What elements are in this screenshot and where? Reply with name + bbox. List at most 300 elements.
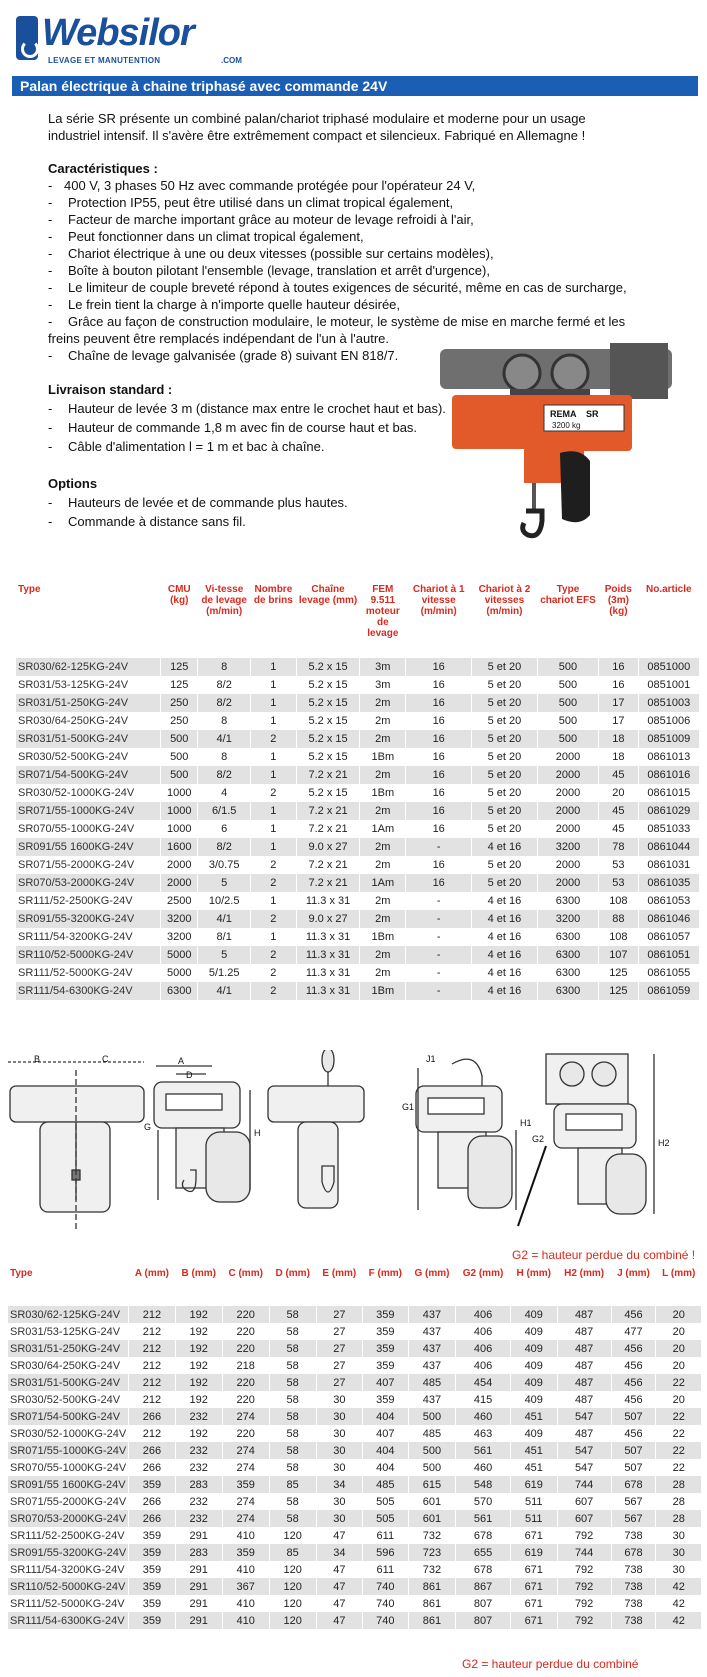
value-cell: 406 <box>456 1306 510 1323</box>
type-cell: SR111/54-3200KG-24V <box>16 928 161 946</box>
value-cell: 17 <box>599 712 638 730</box>
type-cell: SR030/62-125KG-24V <box>16 658 161 676</box>
table-row <box>8 1544 702 1561</box>
value-cell: 192 <box>175 1391 222 1408</box>
value-cell: 5 et 20 <box>472 730 538 748</box>
value-cell: 359 <box>363 1340 409 1357</box>
value-cell: 2 <box>250 964 296 982</box>
value-cell: 2000 <box>537 766 598 784</box>
value-cell: 511 <box>510 1493 557 1510</box>
col-header: Chaîne levage (mm) <box>298 584 358 606</box>
value-cell: 4/1 <box>198 982 251 1000</box>
value-cell: 6300 <box>537 982 598 1000</box>
value-cell: 359 <box>222 1476 269 1493</box>
value-cell: 409 <box>510 1323 557 1340</box>
value-cell: 30 <box>316 1391 362 1408</box>
type-cell: SR030/52-1000KG-24V <box>16 784 161 802</box>
value-cell: 437 <box>408 1340 456 1357</box>
value-cell: 218 <box>222 1357 269 1374</box>
hoist-motor-shape <box>452 395 542 449</box>
value-cell: 0861059 <box>638 982 699 1000</box>
value-cell: 1 <box>250 838 296 856</box>
value-cell: 120 <box>269 1578 316 1595</box>
value-cell: 500 <box>408 1459 456 1476</box>
side-view-2-diagram <box>268 1050 364 1208</box>
value-cell: 5/1.25 <box>198 964 251 982</box>
type-cell: SR030/52-500KG-24V <box>8 1391 129 1408</box>
value-cell: 5000 <box>161 964 198 982</box>
value-cell: 500 <box>408 1408 456 1425</box>
table-row <box>8 1612 702 1629</box>
value-cell: 30 <box>316 1425 362 1442</box>
col-header: H2 (mm) <box>564 1268 605 1279</box>
feature-item: - Grâce au façon de construction modulaire, le moteur, le système de mise en marche fermé et les <box>48 313 668 330</box>
value-cell: 4 et 16 <box>472 892 538 910</box>
trolley-wheel-shape <box>504 355 540 391</box>
value-cell: 20 <box>656 1357 702 1374</box>
g2-footnote: G2 = hauteur perdue du combiné <box>462 1657 639 1671</box>
value-cell: 47 <box>316 1527 362 1544</box>
value-cell: 30 <box>316 1493 362 1510</box>
type-cell: SR031/51-500KG-24V <box>16 730 161 748</box>
col-header: Type <box>18 584 41 595</box>
value-cell: 437 <box>408 1306 456 1323</box>
value-cell: 30 <box>316 1442 362 1459</box>
value-cell: 30 <box>656 1544 702 1561</box>
value-cell: 0861031 <box>638 856 699 874</box>
value-cell: 2000 <box>537 856 598 874</box>
table-row <box>8 1408 702 1425</box>
feature-item: - Boîte à bouton pilotant l'ensemble (levage, translation et arrêt d'urgence), <box>48 262 668 279</box>
value-cell: 456 <box>611 1425 656 1442</box>
value-cell: 47 <box>316 1578 362 1595</box>
value-cell: 0861013 <box>638 748 699 766</box>
value-cell: 220 <box>222 1425 269 1442</box>
value-cell: 28 <box>656 1476 702 1493</box>
value-cell: 0861015 <box>638 784 699 802</box>
value-cell: 409 <box>510 1357 557 1374</box>
value-cell: 619 <box>510 1476 557 1493</box>
table-row <box>8 1442 702 1459</box>
type-cell: SR030/52-500KG-24V <box>16 748 161 766</box>
table-row <box>16 928 700 946</box>
delivery-item: - Câble d'alimentation l = 1 m et bac à chaîne. <box>48 438 668 455</box>
front-view-diagram <box>144 1056 261 1202</box>
type-cell: SR111/52-5000KG-24V <box>8 1595 129 1612</box>
value-cell: 20 <box>599 784 638 802</box>
value-cell: 34 <box>316 1544 362 1561</box>
type-cell: SR070/53-2000KG-24V <box>16 874 161 892</box>
value-cell: 487 <box>557 1357 611 1374</box>
value-cell: 437 <box>408 1391 456 1408</box>
value-cell: 359 <box>363 1391 409 1408</box>
value-cell: 16 <box>406 784 472 802</box>
value-cell: 18 <box>599 748 638 766</box>
value-cell: 619 <box>510 1544 557 1561</box>
value-cell: 1000 <box>161 820 198 838</box>
table-row <box>8 1340 702 1357</box>
value-cell: 291 <box>175 1595 222 1612</box>
dim-label-h2: H2 <box>658 1138 670 1148</box>
value-cell: 220 <box>222 1306 269 1323</box>
value-cell: 6300 <box>161 982 198 1000</box>
value-cell: 0851003 <box>638 694 699 712</box>
value-cell: 485 <box>363 1476 409 1493</box>
value-cell: 732 <box>408 1527 456 1544</box>
feature-item: - Chaîne de levage galvanisée (grade 8) suivant EN 818/7. <box>48 347 668 364</box>
value-cell: 45 <box>599 820 638 838</box>
col-header: C (mm) <box>228 1268 263 1279</box>
value-cell: 220 <box>222 1374 269 1391</box>
table-row <box>16 982 700 1000</box>
value-cell: 740 <box>363 1595 409 1612</box>
value-cell: 78 <box>599 838 638 856</box>
value-cell: 192 <box>175 1306 222 1323</box>
value-cell: 7.2 x 21 <box>296 802 360 820</box>
value-cell: 460 <box>456 1408 510 1425</box>
value-cell: 671 <box>510 1527 557 1544</box>
value-cell: 456 <box>611 1357 656 1374</box>
value-cell: 807 <box>456 1612 510 1629</box>
value-cell: 792 <box>557 1578 611 1595</box>
value-cell: 8/2 <box>198 838 251 856</box>
value-cell: 500 <box>408 1442 456 1459</box>
value-cell: 456 <box>611 1340 656 1357</box>
table-row <box>16 694 700 712</box>
dim-label-h1: H1 <box>520 1118 532 1128</box>
value-cell: 58 <box>269 1306 316 1323</box>
page-title: Palan électrique à chaine triphasé avec commande 24V <box>12 76 698 96</box>
type-cell: SR091/55-3200KG-24V <box>16 910 161 928</box>
col-header: Type <box>10 1268 33 1279</box>
value-cell: 678 <box>456 1561 510 1578</box>
col-header: Nombre de brins <box>253 584 293 606</box>
value-cell: 58 <box>269 1391 316 1408</box>
value-cell: 125 <box>161 676 198 694</box>
type-cell: SR111/52-5000KG-24V <box>16 964 161 982</box>
value-cell: 108 <box>599 928 638 946</box>
options-heading: Options <box>48 476 98 491</box>
value-cell: 4 et 16 <box>472 946 538 964</box>
value-cell: 404 <box>363 1442 409 1459</box>
value-cell: 16 <box>406 730 472 748</box>
value-cell: 232 <box>175 1510 222 1527</box>
value-cell: 53 <box>599 874 638 892</box>
value-cell: 120 <box>269 1527 316 1544</box>
value-cell: 16 <box>406 820 472 838</box>
value-cell: 22 <box>656 1459 702 1476</box>
table-row <box>8 1476 702 1493</box>
value-cell: 570 <box>456 1493 510 1510</box>
value-cell: 274 <box>222 1493 269 1510</box>
value-cell: 45 <box>599 802 638 820</box>
type-cell: SR111/52-2500KG-24V <box>16 892 161 910</box>
dimensions-table <box>8 1268 702 1629</box>
value-cell: 0861053 <box>638 892 699 910</box>
value-cell: 5 et 20 <box>472 784 538 802</box>
value-cell: 212 <box>129 1357 176 1374</box>
type-cell: SR071/55-1000KG-24V <box>8 1442 129 1459</box>
value-cell: 409 <box>510 1391 557 1408</box>
value-cell: 547 <box>557 1442 611 1459</box>
value-cell: 500 <box>161 730 198 748</box>
value-cell: 2000 <box>161 856 198 874</box>
value-cell: 732 <box>408 1561 456 1578</box>
value-cell: 671 <box>510 1578 557 1595</box>
value-cell: 16 <box>406 766 472 784</box>
value-cell: 487 <box>557 1374 611 1391</box>
value-cell: 42 <box>656 1612 702 1629</box>
value-cell: 125 <box>161 658 198 676</box>
websilor-logo[interactable] <box>14 12 244 65</box>
value-cell: 567 <box>611 1510 656 1527</box>
value-cell: 58 <box>269 1493 316 1510</box>
feature-item: - Le limiteur de couple breveté répond à toutes exigences de sécurité, même en cas de surcharge, <box>48 279 668 296</box>
value-cell: - <box>406 928 472 946</box>
value-cell: 4 et 16 <box>472 982 538 1000</box>
value-cell: 6300 <box>537 892 598 910</box>
value-cell: 3200 <box>537 910 598 928</box>
type-cell: SR030/62-125KG-24V <box>8 1306 129 1323</box>
value-cell: 16 <box>599 676 638 694</box>
value-cell: 359 <box>129 1578 176 1595</box>
value-cell: 107 <box>599 946 638 964</box>
value-cell: 20 <box>656 1306 702 1323</box>
value-cell: 274 <box>222 1459 269 1476</box>
value-cell: 47 <box>316 1612 362 1629</box>
value-cell: - <box>406 838 472 856</box>
value-cell: 5 et 20 <box>472 748 538 766</box>
value-cell: 740 <box>363 1612 409 1629</box>
value-cell: 53 <box>599 856 638 874</box>
type-cell: SR071/55-2000KG-24V <box>16 856 161 874</box>
value-cell: 792 <box>557 1527 611 1544</box>
table-row <box>16 910 700 928</box>
value-cell: 359 <box>129 1544 176 1561</box>
value-cell: 27 <box>316 1357 362 1374</box>
value-cell: 671 <box>510 1561 557 1578</box>
value-cell: 511 <box>510 1510 557 1527</box>
value-cell: 1000 <box>161 784 198 802</box>
chain-bag-shape <box>560 451 590 522</box>
value-cell: 738 <box>611 1595 656 1612</box>
value-cell: 2m <box>360 910 406 928</box>
feature-item: - Le frein tient la charge à n'importe quelle hauteur désirée, <box>48 296 668 313</box>
col-header: D (mm) <box>275 1268 310 1279</box>
value-cell: 1 <box>250 928 296 946</box>
value-cell: 42 <box>656 1595 702 1612</box>
table-row <box>16 712 700 730</box>
value-cell: 22 <box>656 1374 702 1391</box>
value-cell: 359 <box>363 1357 409 1374</box>
value-cell: 9.0 x 27 <box>296 838 360 856</box>
col-header: F (mm) <box>368 1268 402 1279</box>
value-cell: 410 <box>222 1612 269 1629</box>
value-cell: 22 <box>656 1442 702 1459</box>
table-row <box>16 820 700 838</box>
value-cell: 8 <box>198 658 251 676</box>
value-cell: 220 <box>222 1340 269 1357</box>
value-cell: 671 <box>510 1595 557 1612</box>
value-cell: 500 <box>537 694 598 712</box>
value-cell: 16 <box>599 658 638 676</box>
value-cell: 738 <box>611 1527 656 1544</box>
value-cell: 410 <box>222 1527 269 1544</box>
value-cell: 6/1.5 <box>198 802 251 820</box>
value-cell: 2m <box>360 730 406 748</box>
value-cell: 1 <box>250 802 296 820</box>
value-cell: 220 <box>222 1391 269 1408</box>
value-cell: 359 <box>129 1612 176 1629</box>
value-cell: 3200 <box>161 910 198 928</box>
value-cell: 5 et 20 <box>472 676 538 694</box>
type-cell: SR091/55 1600KG-24V <box>16 838 161 856</box>
hook-shape <box>523 511 542 536</box>
value-cell: 291 <box>175 1561 222 1578</box>
value-cell: 0851000 <box>638 658 699 676</box>
value-cell: 2m <box>360 856 406 874</box>
value-cell: 5.2 x 15 <box>296 676 360 694</box>
value-cell: 30 <box>316 1459 362 1476</box>
value-cell: 88 <box>599 910 638 928</box>
value-cell: 409 <box>510 1306 557 1323</box>
value-cell: 212 <box>129 1306 176 1323</box>
col-header: Chariot à 1 vitesse (m/min) <box>412 584 465 617</box>
value-cell: 607 <box>557 1493 611 1510</box>
value-cell: 477 <box>611 1323 656 1340</box>
col-header: G (mm) <box>414 1268 450 1279</box>
value-cell: 792 <box>557 1595 611 1612</box>
value-cell: 232 <box>175 1442 222 1459</box>
value-cell: 291 <box>175 1527 222 1544</box>
value-cell: 500 <box>537 676 598 694</box>
value-cell: 250 <box>161 694 198 712</box>
value-cell: 437 <box>408 1357 456 1374</box>
type-cell: SR071/54-500KG-24V <box>16 766 161 784</box>
value-cell: 108 <box>599 892 638 910</box>
value-cell: 2500 <box>161 892 198 910</box>
value-cell: 5 et 20 <box>472 766 538 784</box>
value-cell: 1600 <box>161 838 198 856</box>
value-cell: 410 <box>222 1595 269 1612</box>
value-cell: 2000 <box>537 802 598 820</box>
table-row <box>16 838 700 856</box>
value-cell: 58 <box>269 1340 316 1357</box>
value-cell: 11.3 x 31 <box>296 892 360 910</box>
value-cell: 1 <box>250 766 296 784</box>
value-cell: 8/2 <box>198 676 251 694</box>
value-cell: 463 <box>456 1425 510 1442</box>
table-row <box>16 856 700 874</box>
value-cell: 47 <box>316 1595 362 1612</box>
value-cell: 16 <box>406 658 472 676</box>
value-cell: 2 <box>250 982 296 1000</box>
type-cell: SR070/55-1000KG-24V <box>16 820 161 838</box>
value-cell: 409 <box>510 1374 557 1391</box>
value-cell: 30 <box>316 1510 362 1527</box>
value-cell: 9.0 x 27 <box>296 910 360 928</box>
value-cell: 611 <box>363 1561 409 1578</box>
type-cell: SR111/54-3200KG-24V <box>8 1561 129 1578</box>
value-cell: 7.2 x 21 <box>296 820 360 838</box>
value-cell: 1Bm <box>360 784 406 802</box>
value-cell: 11.3 x 31 <box>296 928 360 946</box>
value-cell: 454 <box>456 1374 510 1391</box>
value-cell: 2000 <box>537 748 598 766</box>
value-cell: 744 <box>557 1544 611 1561</box>
col-header: Vi-tesse de levage (m/min) <box>201 584 247 617</box>
value-cell: 1Am <box>360 874 406 892</box>
intro-text: La série SR présente un combiné palan/chariot triphasé modulaire et moderne pour un usage industriel intensif. Il s'avère être extrêmement compact et silencieux. Fabriqué en Allemagne ! <box>48 111 586 143</box>
value-cell: 359 <box>129 1595 176 1612</box>
value-cell: 0861051 <box>638 946 699 964</box>
value-cell: 456 <box>611 1306 656 1323</box>
value-cell: 274 <box>222 1442 269 1459</box>
value-cell: 27 <box>316 1340 362 1357</box>
value-cell: 548 <box>456 1476 510 1493</box>
value-cell: 5 et 20 <box>472 712 538 730</box>
value-cell: 451 <box>510 1442 557 1459</box>
feature-continuation: freins peuvent être remplacés indépendant de l'un à l'autre. <box>48 331 390 346</box>
value-cell: 406 <box>456 1340 510 1357</box>
value-cell: 561 <box>456 1442 510 1459</box>
value-cell: 738 <box>611 1612 656 1629</box>
value-cell: 2 <box>250 874 296 892</box>
value-cell: 2000 <box>537 820 598 838</box>
table-row <box>16 784 700 802</box>
type-cell: SR111/52-2500KG-24V <box>8 1527 129 1544</box>
value-cell: 2m <box>360 802 406 820</box>
value-cell: 192 <box>175 1340 222 1357</box>
value-cell: 487 <box>557 1391 611 1408</box>
value-cell: 16 <box>406 856 472 874</box>
value-cell: 507 <box>611 1459 656 1476</box>
value-cell: 1 <box>250 676 296 694</box>
feature-item: - Facteur de marche important grâce au moteur de levage refroidi à l'air, <box>48 211 668 228</box>
value-cell: 192 <box>175 1425 222 1442</box>
table-row <box>16 892 700 910</box>
value-cell: 359 <box>222 1544 269 1561</box>
dim-label-a: A <box>178 1056 185 1066</box>
value-cell: 0851001 <box>638 676 699 694</box>
value-cell: 5 et 20 <box>472 874 538 892</box>
value-cell: 738 <box>611 1561 656 1578</box>
value-cell: 5.2 x 15 <box>296 748 360 766</box>
value-cell: 1 <box>250 820 296 838</box>
value-cell: 507 <box>611 1442 656 1459</box>
value-cell: 6 <box>198 820 251 838</box>
value-cell: 1Bm <box>360 748 406 766</box>
col-header: E (mm) <box>322 1268 357 1279</box>
value-cell: 0851009 <box>638 730 699 748</box>
value-cell: 451 <box>510 1459 557 1476</box>
value-cell: 409 <box>510 1340 557 1357</box>
table-row <box>16 730 700 748</box>
value-cell: 291 <box>175 1578 222 1595</box>
value-cell: 274 <box>222 1510 269 1527</box>
value-cell: 359 <box>363 1323 409 1340</box>
value-cell: 192 <box>175 1323 222 1340</box>
value-cell: 0851033 <box>638 820 699 838</box>
value-cell: - <box>406 982 472 1000</box>
type-cell: SR110/52-5000KG-24V <box>16 946 161 964</box>
value-cell: 485 <box>408 1425 456 1442</box>
value-cell: 4 et 16 <box>472 838 538 856</box>
value-cell: 58 <box>269 1442 316 1459</box>
value-cell: 250 <box>161 712 198 730</box>
specs-header-row <box>16 584 700 639</box>
value-cell: 220 <box>222 1323 269 1340</box>
